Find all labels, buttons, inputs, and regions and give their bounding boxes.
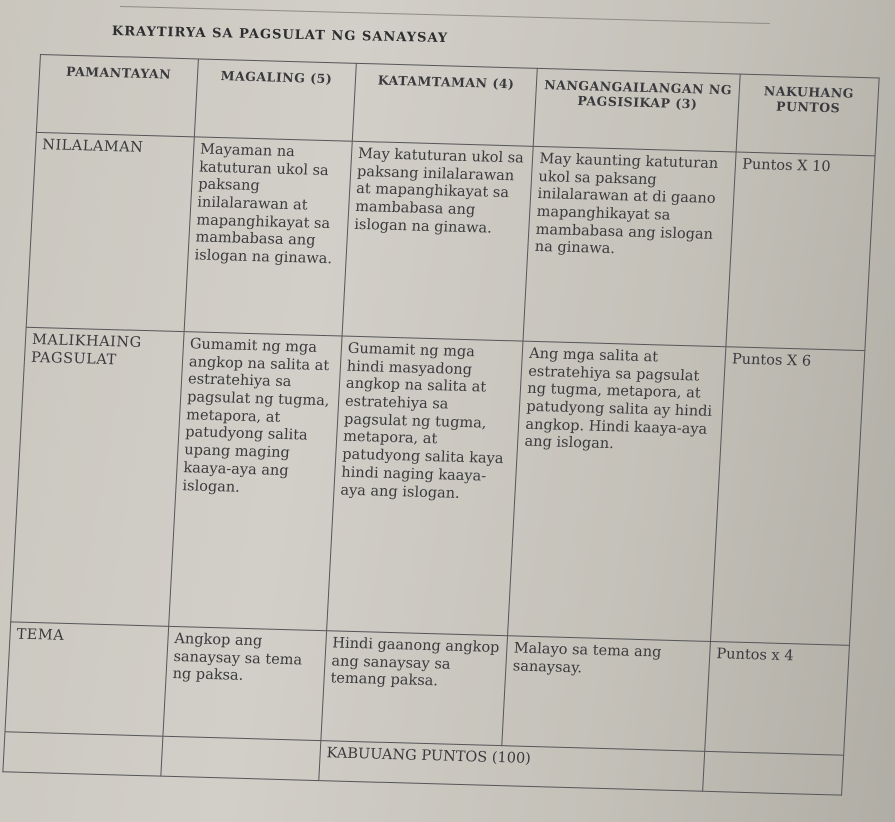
empty-cell — [3, 732, 163, 776]
criteria-cell: NILALAMAN — [26, 132, 194, 331]
criteria-cell: MALIKHAING PAGSULAT — [11, 327, 184, 626]
criteria-cell: TEMA — [5, 622, 169, 736]
table-row — [26, 132, 875, 350]
total-points-cell — [703, 751, 844, 795]
header-points: NAKUHANG PUNTOS — [736, 74, 879, 156]
points-cell: Puntos x 4 — [705, 641, 850, 755]
header-katamtaman: KATAMTAMAN (4) — [352, 63, 537, 146]
header-nangangailangan: NANGANGAILANGAN NG PAGSISIKAP (3) — [534, 68, 741, 152]
points-cell: Puntos X 10 — [726, 152, 875, 351]
points-cell: Puntos X 6 — [711, 347, 865, 646]
score3-cell: May kaunting katuturan ukol sa paksang inilalarawan at di gaano mapanghikayat sa mambabasa ang islogan na ginawa. — [523, 146, 736, 346]
score5-cell: Angkop ang sanaysay sa tema ng paksa. — [163, 626, 327, 740]
rubric-title: KRAYTIRYA SA PAGSULAT NG SANAYSAY — [111, 24, 449, 47]
header-magaling: MAGALING (5) — [194, 59, 356, 141]
total-label: KABUUANG PUNTOS (100) — [319, 741, 705, 792]
score4-cell: Gumamit ng mga hindi masyadong angkop na salita at estratehiya sa pagsulat ng tugma, metapora, at patudyong salita kaya hindi naging kaaya-aya ang islogan. — [327, 336, 524, 636]
score3-cell: Malayo sa tema ang sanaysay. — [502, 636, 710, 752]
score3-cell: Ang mga salita at estratehiya sa pagsulat ng tugma, metapora, at patudyong salita ay hindi angkop. Hindi kaaya-aya ang islogan. — [508, 341, 726, 641]
rubric-table — [2, 54, 879, 796]
rubric-sheet — [16, 54, 880, 784]
score5-cell: Mayaman na katuturan ukol sa paksang inilalarawan at mapanghikayat sa mambabasa ang islogan na ginawa. — [184, 137, 352, 336]
score4-cell: Hindi gaanong angkop ang sanaysay sa temang paksa. — [321, 631, 508, 746]
score5-cell: Gumamit ng mga angkop na salita at estratehiya sa pagsulat ng tugma, metapora, at patudyong salita upang maging kaaya-aya ang islogan. — [169, 332, 342, 631]
empty-cell — [161, 736, 321, 780]
score4-cell: May katuturan ukol sa paksang inilalarawan at mapanghikayat sa mambabasa ang islogan na ginawa. — [342, 141, 534, 341]
table-row — [11, 327, 865, 645]
header-criteria: PAMANTAYAN — [36, 55, 198, 137]
